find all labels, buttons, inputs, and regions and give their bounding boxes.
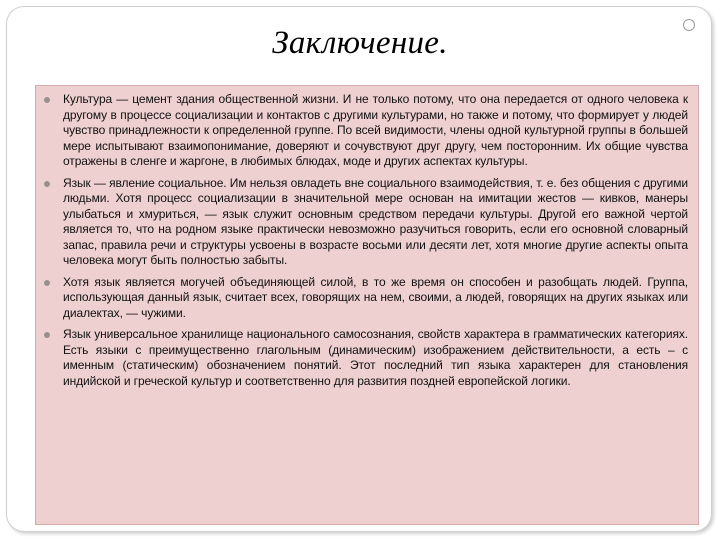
bullet-item-culture [36, 92, 688, 170]
bullet-list [36, 86, 698, 389]
bullet-dot-icon [44, 97, 50, 103]
bullet-text: Язык — явление социальное. Им нельзя овладеть вне социального взаимодействия, т. е. без общения с другими людьми. Хотя процесс социализации в значительной мере основан на имитации жестов — кивков, манеры улыбаться и хмуриться, — язык служит основным средством передачи культуры. Другой его важной чертой является то, что на родном языке практически невозможно разучиться говорить, если его основной словарный запас, правила речи и структуры усвоены в возрасте восьми или десяти лет, хотя многие другие аспекты опыта человека могут быть полностью забыты. [63, 175, 688, 267]
bullet-text: Хотя язык является могучей объединяющей силой, в то же время он способен и разобщать людей. Группа, использующая данный язык, считает всех, говорящих на нем, своими, а людей, говорящих на других языках или диалектах, — чужими. [63, 274, 688, 320]
bullet-text: Язык универсальное хранилище национального самосознания, свойств характера в грамматических категориях. Есть языки с преимущественно глагольным (динамическим) изображением действительности, а есть – с именным (статическим) обозначением понятий. Этот последний тип языка характерен для становления индийской и греческой культур и соответственно для развития поздней европейской логики. [63, 327, 688, 388]
bullet-item-language-universal [36, 327, 688, 389]
content-box [35, 85, 699, 525]
slide-frame [6, 6, 712, 532]
bullet-text: Культура — цемент здания общественной жизни. И не только потому, что она передается от одного человека к другому в процессе социализации и контактов с другими культурами, но также и потому, что формирует у людей чувство принадлежности к определенной группе. По всей видимости, члены одной культурной группы в большей мере испытывают взаимопонимание, доверяют и сочувствуют друг другу, чем посторонним. Их общие чувства отражены в сленге и жаргоне, в любимых блюдах, моде и других аспектах культуры. [63, 92, 688, 168]
bullet-item-language-unifying [36, 275, 688, 322]
bullet-dot-icon [44, 181, 50, 187]
bullet-dot-icon [44, 332, 50, 338]
slide-title: Заключение. [272, 25, 448, 61]
bullet-dot-icon [44, 280, 50, 286]
bullet-item-language-social [36, 176, 688, 269]
